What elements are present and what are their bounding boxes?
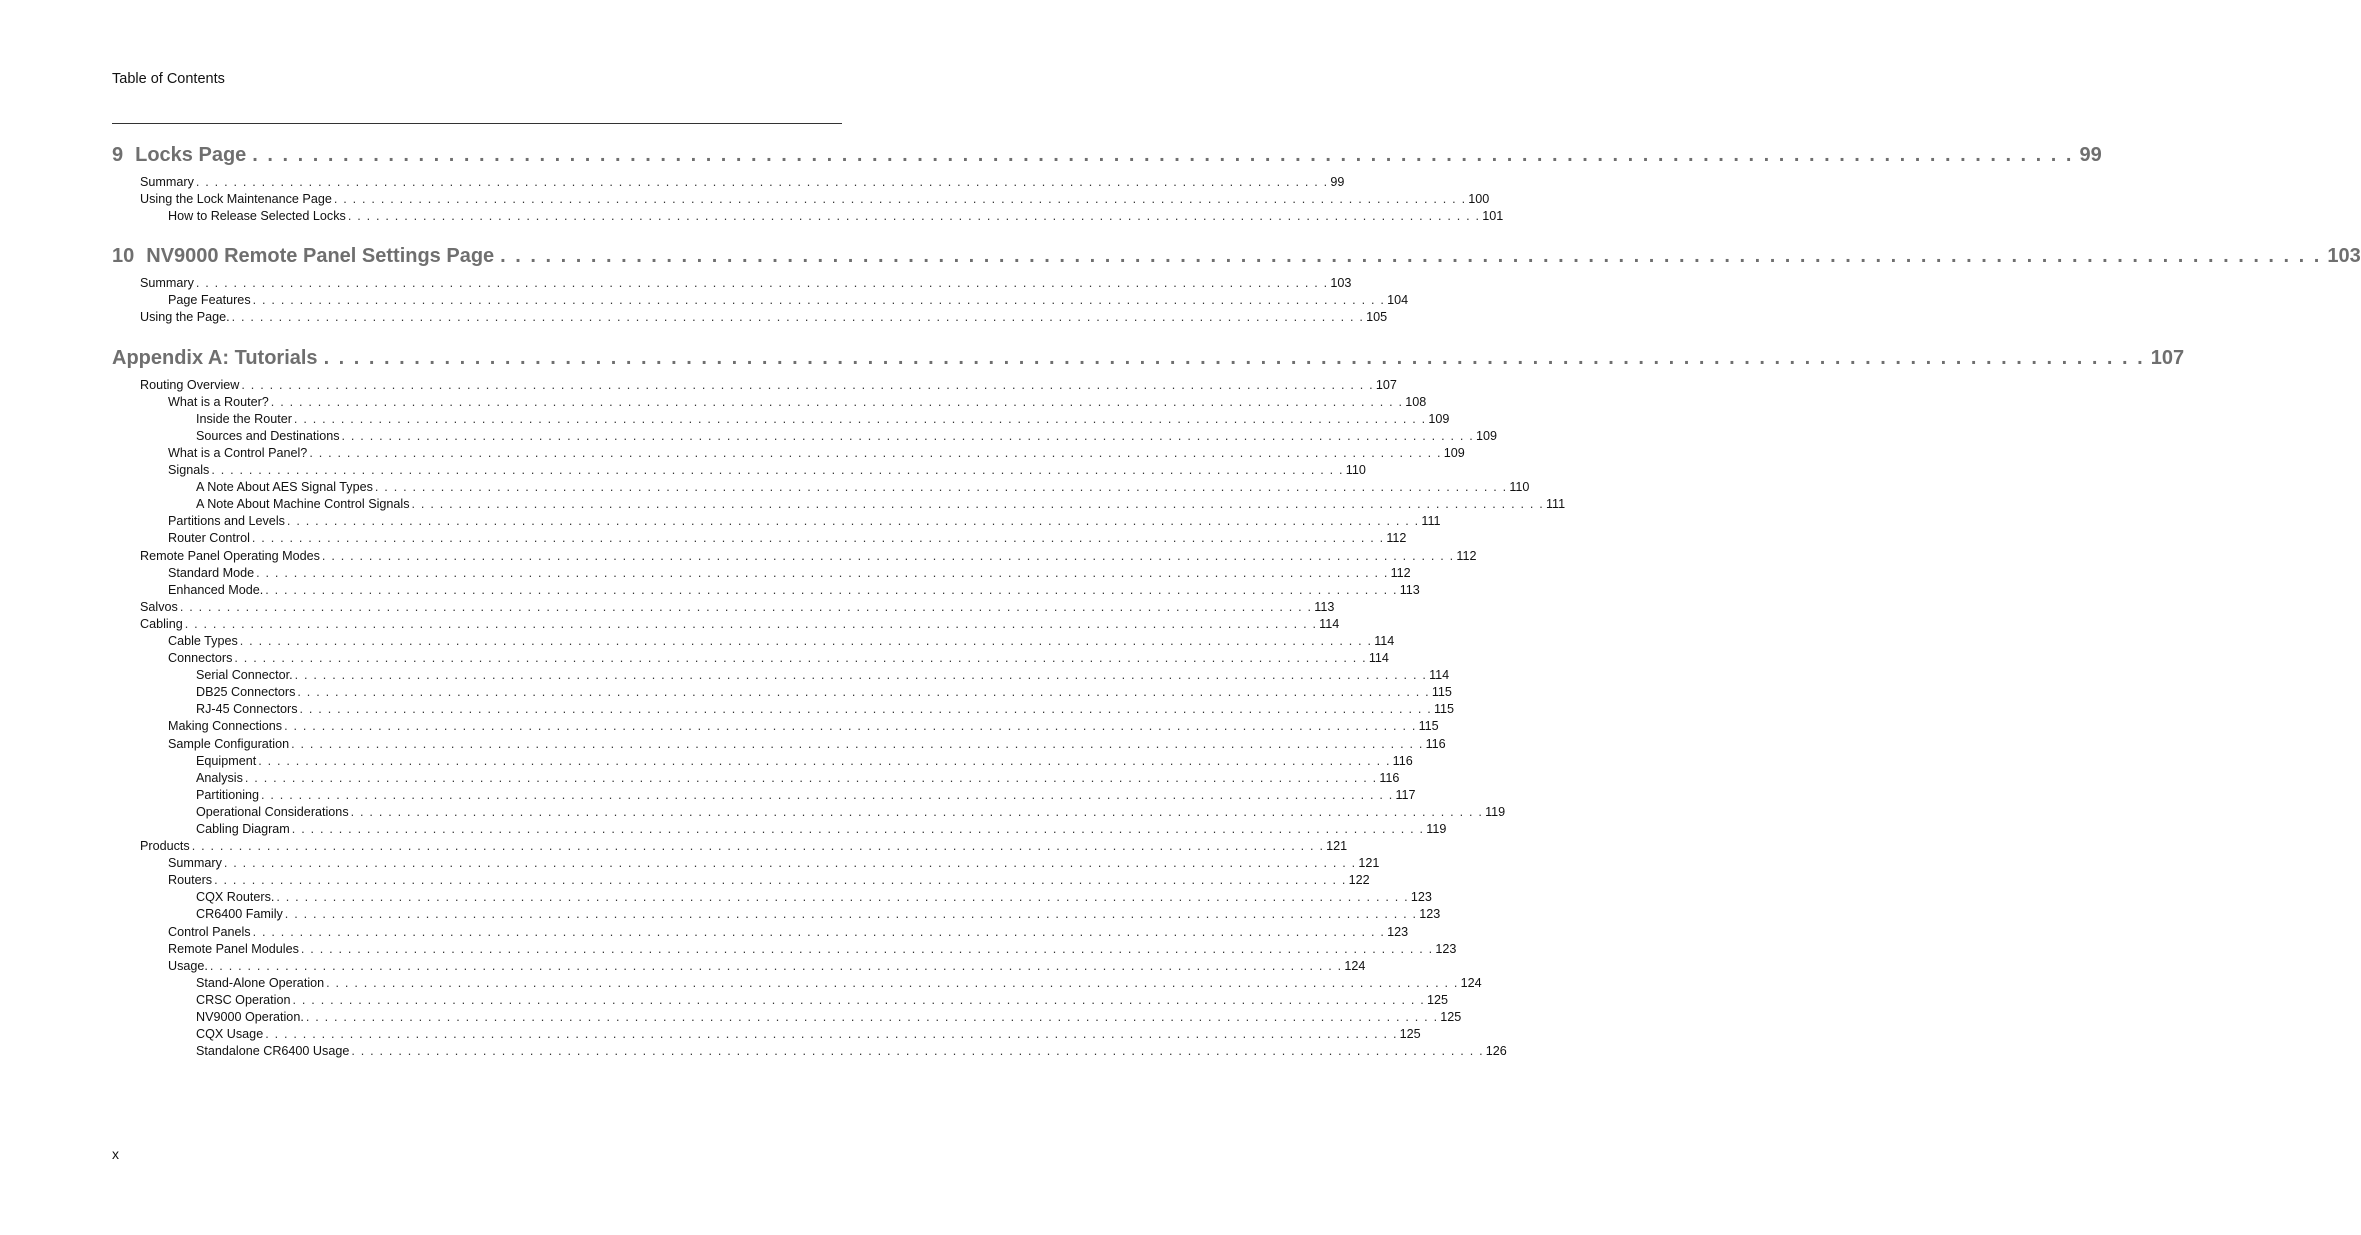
toc-entry-title: Products (140, 839, 190, 854)
toc-entry[interactable] (112, 191, 1490, 208)
dot-leader: . . . . . . . . . . . . . . . . . . . . . . . . . . . . . . . . . . . . . . . . . . . . . . . . . . . . . . . . . . . . . . . . . . . . . . . . . . . . . . . . . . . . . . . . . . . . . . . . . . . . . . . . . . . . . . . . . . . . . . . . . (252, 924, 1386, 939)
dot-leader: . . . . . . . . . . . . . . . . . . . . . . . . . . . . . . . . . . . . . . . . . . . . . . . . . . . . . . . . . . . . . . . . . . . . . . . . . . . . . . . . . . . . . . . . . . . . . . . . . . . . . . . . . . . . . . . . . . . . . . . . . (195, 276, 1329, 291)
toc-entry[interactable] (112, 924, 1409, 941)
toc-entry-page-number: 117 (1395, 787, 1416, 802)
toc-entry-title: Usage. (168, 958, 208, 973)
toc-entry-title: Control Panels (168, 924, 251, 939)
toc-entry-page-number: 110 (1509, 480, 1530, 495)
toc-chapter (112, 343, 2185, 1061)
toc-entry-title: Operational Considerations (196, 804, 349, 819)
toc-entry[interactable] (112, 633, 1395, 650)
toc-entry-title: Summary (140, 276, 194, 291)
toc-entry-title: Remote Panel Modules (168, 941, 299, 956)
dot-leader: . . . . . . . . . . . . . . . . . . . . . . . . . . . . . . . . . . . . . . . . . . . . . . . . . . . . . . . . . . . . . . . . . . . . . . . . . . . . . . . . . . . . . . . . . . . . . . . . . . . . . . . . . . . . . . . . . . . . . . . . . (223, 856, 1357, 871)
toc-entry-title: What is a Router? (168, 394, 269, 409)
toc-entry-title: Salvos (140, 599, 178, 614)
toc-entry-page-number: 125 (1426, 992, 1448, 1007)
dot-leader: . . . . . . . . . . . . . . . . . . . . . . . . . . . . . . . . . . . . . . . . . . . . . . . . . . . . . . . . . . . . . . . . . . . . . . . . . . . . . . . . . . . . . . . . . . . . . . . . . . . . . . . . . . . . . . . . . . . . . . . . . (234, 651, 1367, 666)
dot-leader: . . . . . . . . . . . . . . . . . . . . . . . . . . . . . . . . . . . . . . . . . . . . . . . . . . . . . . . . . . . . . . . . . . . . . . . . . . . . . . . . . . . . . . . . . . . . . . . . . . . . . . . . . . . . . . . . . . . . . . . . . (293, 411, 1427, 426)
header-rule (112, 123, 842, 124)
chapter-page-number: 103 (2327, 245, 2361, 268)
dot-leader: . . . . . . . . . . . . . . . . . . . . . . . . . . . . . . . . . . . . . . . . . . . . . . . . . . . . . . . . . . . . . . . . . . . . . . . . . . . . . . . . . . . . . . . . . . . . . . . . . . . . . . . . . . . . . . . . . . . . . . . . . (256, 565, 1389, 580)
chapter-title: NV9000 Remote Panel Settings Page (146, 245, 495, 268)
toc-entry[interactable] (112, 736, 1446, 753)
toc-entry-page-number: 114 (1319, 616, 1340, 631)
dot-leader: . . . . . . . . . . . . . . . . . . . . . . . . . . . . . . . . . . . . . . . . . . . . . . . . . . . . . . . . . . . . . . . . . . . . . . . . . . . . . . . . . . . . . . . . . . . . . . . . . . . . . . . . . . . . . . . . . . . . . . . . . (258, 753, 1391, 768)
toc-entry[interactable] (112, 548, 1477, 565)
toc-entry[interactable] (112, 1043, 1507, 1060)
toc-entry-page-number: 109 (1428, 411, 1450, 426)
toc-entry-page-number: 116 (1392, 753, 1413, 768)
toc-entry-page-number: 114 (1374, 633, 1395, 648)
toc-entry-page-number: 124 (1344, 958, 1366, 973)
toc-entry-title: CR6400 Family (196, 907, 283, 922)
toc-entry[interactable] (112, 906, 1441, 923)
toc-entry-page-number: 105 (1366, 310, 1388, 325)
toc-entry-title: RJ-45 Connectors (196, 702, 298, 717)
toc-entry-title: Stand-Alone Operation (196, 975, 325, 990)
toc-entry[interactable] (112, 1026, 1421, 1043)
toc-entry[interactable] (112, 411, 1450, 428)
chapter-heading[interactable] (112, 343, 2185, 373)
toc-entry[interactable] (112, 565, 1411, 582)
dot-leader: . . . . . . . . . . . . . . . . . . . . . . . . . . . . . . . . . . . . . . . . . . . . . . . . . . . . . . . . . . . . . . . . . . . . . . . . . . . . . . . . . . . . . . . . . . . . . . . . . . . . . . . . . . . . . . . . . . . . . . . . . (284, 907, 1418, 922)
toc-entry-page-number: 115 (1418, 719, 1439, 734)
toc-entry-page-number: 108 (1405, 394, 1427, 409)
dot-leader: . . . . . . . . . . . . . . . . . . . . . . . . . . . . . . . . . . . . . . . . . . . . . . . . . . . . . . . . . . . . . . . . . . . . . . . . . . . . . . . . . . . . . . . . . . . . . . . . . . . . . . . . . . . . . . . . . . . . . . . . . (284, 719, 1417, 734)
toc-entry[interactable] (112, 377, 1397, 394)
dot-leader: . . . . . . . . . . . . . . . . . . . . . . . . . . . . . . . . . . . . . . . . . . . . . . . . . . . . . . . . . . . . . . . . . . . . . . . . . . . . . . . . . . . . . . . . . . . . . . . . . . . . . . . . . . . . . . . . . . . . . . . . . (239, 633, 1373, 648)
dot-leader: . . . . . . . . . . . . . . . . . . . . . . . . . . . . . . . . . . . . . . . . . . . . . . . . . . . . . . . . . . . . . . . . . . . . . . . . . . . . . . . . . . . . . . . . . . . . . . . . . . . . . . . . . . . . . . . . . . . . . . . . . (211, 463, 1344, 478)
toc-entry[interactable] (112, 667, 1450, 684)
dot-leader: . . . . . . . . . . . . . . . . . . . . . . . . . . . . . . . . . . . . . . . . . . . . . . . . . . . . . . . . . . . . . . . . . . . . . . . . . . . . . . . . . . . . . . . . . . . . . . . . . . . . . . . . . . . . . . . . . . . . . . . . . (179, 599, 1313, 614)
toc-entry-page-number: 111 (1545, 497, 1566, 512)
toc-entry-page-number: 109 (1443, 445, 1465, 460)
toc-entry-page-number: 115 (1433, 702, 1455, 717)
toc-entry-page-number: 116 (1425, 736, 1446, 751)
toc-entry-title: DB25 Connectors (196, 685, 296, 700)
toc-entry-title: Sample Configuration (168, 736, 290, 751)
toc-entry-page-number: 122 (1348, 873, 1370, 888)
dot-leader: . . . . . . . . . . . . . . . . . . . . . . . . . . . . . . . . . . . . . . . . . . . . . . . . . . . . . . . . . . . . . . . . . . . . . . . . . . . . . . . . . . . . . . . . . . . . . . . . . . . . . . . . . . . . . . . . . . . . . . . . . (299, 702, 1432, 717)
dot-leader: . . . . . . . . . . . . . . . . . . . . . . . . . . . . . . . . . . . . . . . . . . . . . . . . . . . . . . . . . . . . . . . . . . . . . . . . . . . . . . . . . . . . . . . . . . . . . . . . . . . . . . . . . . . . . . . . . . . . . . . . . (286, 514, 1420, 529)
toc-entry-title: Cabling Diagram (196, 822, 290, 836)
dot-leader: . . . . . . . . . . . . . . . . . . . . . . . . . . . . . . . . . . . . . . . . . . . . . . . . . . . . . . . . . . . . . . . . . . . . . . . . . . . . . . . . . . . . . . . . . . . . . . . . . . . . . . . . . . . . . . . . . . . . . . . . . (326, 975, 1459, 990)
toc-entry[interactable] (112, 787, 1416, 804)
toc-entry-page-number: 103 (1330, 276, 1352, 291)
toc-entry-page-number: 115 (1431, 685, 1452, 700)
toc-entry-title: How to Release Selected Locks (168, 209, 346, 224)
dot-leader: . . . . . . . . . . . . . . . . . . . . . . . . . . . . . . . . . . . . . . . . . . . . . . . . . . . . . . . . . . . . . . . . . . . . . . . . . . . . . . . . . . . . . . . . . . . . . . . . . . . . . . . . . . . . . . . . . . . . . . . . . (294, 668, 1428, 683)
toc-chapter (112, 140, 2102, 225)
table-of-contents (112, 140, 2361, 1076)
toc-entry-title: Cabling (140, 616, 183, 631)
toc-entry-page-number: 107 (1375, 377, 1397, 392)
toc-chapter (112, 241, 2361, 326)
toc-entry[interactable] (112, 889, 1432, 906)
toc-entry[interactable] (112, 770, 1400, 787)
dot-leader: . . . . . . . . . . . . . . . . . . . . . . . . . . . . . . . . . . . . . . . . . . . . . . . . . . . . . . . . . . . . . . . . . . . . . . . . . . . . . . . . . . . . . . . . . . . . . . . . . . . . . . . . . . . . . . . . . . . . . . . . . (341, 428, 1474, 443)
toc-entry-page-number: 110 (1345, 463, 1366, 478)
dot-leader: . . . . . . . . . . . . . . . . . . . . . . . . . . . . . . . . . . . . . . . . . . . . . . . . . . . . . . . . . . . . . . . . . . . . . . . . . . . . . . . . . . . . . . . . . . . . . . . . . . . . . . . . . . . . . . . . . . . . . . . . . (333, 192, 1467, 207)
toc-entry[interactable] (112, 855, 1380, 872)
toc-entry[interactable] (112, 428, 1497, 445)
toc-entry-title: Router Control (168, 531, 250, 546)
toc-entry-title: Sources and Destinations (196, 428, 340, 443)
toc-entry-title: Summary (168, 856, 222, 871)
toc-entry[interactable] (112, 821, 1447, 838)
dot-leader: . . . . . . . . . . . . . . . . . . . . . . . . . . . . . . . . . . . . . . . . . . . . . . . . . . . . . . . . . . . . . . . . . . . . . . . . . . . . . . . . . . . . . . . . . . . . . . . . . . . . . . . . . . . . . . . . . . . . . . . . . (191, 839, 1325, 854)
dot-leader: . . . . . . . . . . . . . . . . . . . . . . . . . . . . . . . . . . . . . . . . . . . . . . . . . . . . . . . . . . . . . . . . . . . . . . . . . . . . . . . . . . . . . . . . . . . . . . . . . . . . . . . . . . . . . . . . . . . . . . . . . (292, 992, 1425, 1007)
toc-entry-page-number: 123 (1410, 890, 1432, 905)
toc-entry-page-number: 99 (1330, 175, 1345, 189)
toc-entry-page-number: 121 (1326, 839, 1348, 854)
toc-entry-title: Partitions and Levels (168, 514, 285, 529)
dot-leader: . . . . . . . . . . . . . . . . . . . . . . . . . . . . . . . . . . . . . . . . . . . . . . . . . . . . . . . . . . . . . . . . . . . . . . . . . . . . . . . . . . . . . . . . . . . . . . . . . . . . . . . . . . . . . . . . . . . . . . . . . (300, 941, 1434, 956)
toc-entry-page-number: 123 (1435, 941, 1457, 956)
dot-leader: . . . . . . . . . . . . . . . . . . . . . . . . . . . . . . . . . . . . . . . . . . . . . . . . . . . . . . . . . . . . . . . . . . . . . . . . . . . . . . . . . . . . . . . . . . . . . . . . . . . . . . . . . . . . . . . . . . . . . . . . . (411, 497, 1544, 512)
toc-entry-title: Making Connections (168, 719, 283, 734)
dot-leader: . . . . . . . . . . . . . . . . . . . . . . . . . . . . . . . . . . . . . . . . . . . . . . . . . . . . . . . . . . . . . . . . . . . . . . . . . . . . . . . . . . . . . . . . . . . . . . . . . . . . . . . . . . . . . . . . . . . . . . . . . (291, 822, 1425, 836)
toc-entry[interactable] (112, 513, 1441, 530)
toc-entry-page-number: 112 (1390, 565, 1411, 580)
chapter-page-number: 107 (2150, 346, 2185, 369)
toc-entry[interactable] (112, 616, 1340, 633)
dot-leader: . . . . . . . . . . . . . . . . . . . . . . . . . . . . . . . . . . . . . . . . . . . . . . . . . . . . . . . . . . . . . . . . . . . . . . . . . . . . . . . . . . . . . . . . . . . . . . . . . . . . . . . . . . . . . . . . . . . . . . . . . (500, 245, 2322, 268)
toc-entry-title: A Note About AES Signal Types (196, 480, 373, 495)
dot-leader: . . . . . . . . . . . . . . . . . . . . . . . . . . . . . . . . . . . . . . . . . . . . . . . . . . . . . . . . . . . . . . . . . . . . . . . . . . . . . . . . . . . . . . . . . . . . . . . . . . . . . . . . . . . . . . . . . . . . . . . . . (241, 377, 1374, 392)
toc-entry[interactable] (112, 872, 1370, 889)
dot-leader: . . . . . . . . . . . . . . . . . . . . . . . . . . . . . . . . . . . . . . . . . . . . . . . . . . . . . . . . . . . . . . . . . . . . . . . . . . . . . . . . . . . . . . . . . . . . . . . . . . . . . . . . . . . . . . . . . . . . . . . . . (195, 175, 1329, 189)
dot-leader: . . . . . . . . . . . . . . . . . . . . . . . . . . . . . . . . . . . . . . . . . . . . . . . . . . . . . . . . . . . . . . . . . . . . . . . . . . . . . . . . . . . . . . . . . . . . . . . . . . . . . . . . . . . . . . . . . . . . . . . . . (252, 293, 1386, 308)
dot-leader: . . . . . . . . . . . . . . . . . . . . . . . . . . . . . . . . . . . . . . . . . . . . . . . . . . . . . . . . . . . . . . . . . . . . . . . . . . . . . . . . . . . . . . . . . . . . . . . . . . . . . . . . . . . . . . . . . . . . . . . . . (244, 770, 1378, 785)
toc-entry-title: Standalone CR6400 Usage (196, 1044, 350, 1059)
toc-entry-page-number: 121 (1358, 856, 1380, 871)
dot-leader: . . . . . . . . . . . . . . . . . . . . . . . . . . . . . . . . . . . . . . . . . . . . . . . . . . . . . . . . . . . . . . . . . . . . . . . . . . . . . . . . . . . . . . . . . . . . . . . . . . . . . . . . . . . . . . . . . . . . . . . . . (374, 480, 1508, 495)
dot-leader: . . . . . . . . . . . . . . . . . . . . . . . . . . . . . . . . . . . . . . . . . . . . . . . . . . . . . . . . . . . . . . . . . . . . . . . . . . . . . . . . . . . . . . . . . . . . . . . . . . . . . . . . . . . . . . . . . . . . . . . . . (347, 209, 1481, 224)
dot-leader: . . . . . . . . . . . . . . . . . . . . . . . . . . . . . . . . . . . . . . . . . . . . . . . . . . . . . . . . . . . . . . . . . . . . . . . . . . . . . . . . . . . . . . . . . . . . . . . . . . . . . . . . . . . . . . . . . . . . . . . . . (231, 310, 1365, 325)
toc-entry-title: Routers (168, 873, 213, 888)
toc-entry[interactable] (112, 582, 1420, 599)
dot-leader: . . . . . . . . . . . . . . . . . . . . . . . . . . . . . . . . . . . . . . . . . . . . . . . . . . . . . . . . . . . . . . . . . . . . . . . . . . . . . . . . . . . . . . . . . . . . . . . . . . . . . . . . . . . . . . . . . . . . . . . . . (297, 685, 1430, 700)
dot-leader: . . . . . . . . . . . . . . . . . . . . . . . . . . . . . . . . . . . . . . . . . . . . . . . . . . . . . . . . . . . . . . . . . . . . . . . . . . . . . . . . . . . . . . . . . . . . . . . . . . . . . . . . . . . . . . . . . . . . . . . . . (350, 804, 1484, 819)
dot-leader: . . . . . . . . . . . . . . . . . . . . . . . . . . . . . . . . . . . . . . . . . . . . . . . . . . . . . . . . . . . . . . . . . . . . . . . . . . . . . . . . . . . . . . . . . . . . . . . . . . . . . . . . . . . . . . . . . . . . . . . . . (276, 890, 1409, 905)
toc-entry-title: What is a Control Panel? (168, 445, 308, 460)
toc-entry-title: A Note About Machine Control Signals (196, 497, 410, 512)
toc-entry[interactable] (112, 701, 1455, 718)
toc-entry[interactable] (112, 496, 1566, 513)
toc-entry-page-number: 114 (1429, 668, 1450, 683)
dot-leader: . . . . . . . . . . . . . . . . . . . . . . . . . . . . . . . . . . . . . . . . . . . . . . . . . . . . . . . . . . . . . . . . . . . . . . . . . . . . . . . . . . . . . . . . . . . . . . . . . . . . . . . . . . . . . . . . . . . . . . . . . (309, 445, 1442, 460)
dot-leader: . . . . . . . . . . . . . . . . . . . . . . . . . . . . . . . . . . . . . . . . . . . . . . . . . . . . . . . . . . . . . . . . . . . . . . . . . . . . . . . . . . . . . . . . . . . . . . . . . . . . . . . . . . . . . . . . . . . . . . . . . (265, 1027, 1398, 1042)
toc-entry-title: Partitioning (196, 787, 260, 802)
dot-leader: . . . . . . . . . . . . . . . . . . . . . . . . . . . . . . . . . . . . . . . . . . . . . . . . . . . . . . . . . . . . . . . . . . . . . . . . . . . . . . . . . . . . . . . . . . . . . . . . . . . . . . . . . . . . . . . . . . . . . . . . . (261, 787, 1394, 802)
toc-entry-title: Inside the Router (196, 411, 292, 426)
toc-entry-page-number: 114 (1368, 651, 1389, 666)
dot-leader: . . . . . . . . . . . . . . . . . . . . . . . . . . . . . . . . . . . . . . . . . . . . . . . . . . . . . . . . . . . . . . . . . . . . . . . . . . . . . . . . . . . . . . . . . . . . . . . . . . . . . . . . . . . . . . . . . . . . . . . . . (214, 873, 1347, 888)
toc-entry-page-number: 116 (1379, 770, 1400, 785)
toc-entry-page-number: 126 (1485, 1044, 1507, 1059)
toc-entry[interactable] (112, 462, 1366, 479)
toc-entry[interactable] (112, 958, 1366, 975)
toc-entry-page-number: 112 (1456, 548, 1477, 563)
toc-entry[interactable] (112, 174, 1345, 191)
toc-entry-page-number: 125 (1399, 1027, 1421, 1042)
toc-entry-title: Summary (140, 175, 194, 189)
toc-entry-page-number: 104 (1387, 293, 1409, 308)
toc-entry-page-number: 123 (1419, 907, 1441, 922)
toc-entry-page-number: 125 (1440, 1010, 1462, 1025)
toc-entry[interactable] (112, 941, 1457, 958)
toc-entry-title: Equipment (196, 753, 257, 768)
dot-leader: . . . . . . . . . . . . . . . . . . . . . . . . . . . . . . . . . . . . . . . . . . . . . . . . . . . . . . . . . . . . . . . . . . . . . . . . . . . . . . . . . . . . . . . . . . . . . . . . . . . . . . . . . . . . . . . . . . . . . . . . . (291, 736, 1424, 751)
chapter-page-number: 99 (2079, 144, 2102, 166)
toc-entry[interactable] (112, 753, 1413, 770)
toc-entry[interactable] (112, 718, 1439, 735)
toc-entry-title: CRSC Operation (196, 992, 291, 1007)
dot-leader: . . . . . . . . . . . . . . . . . . . . . . . . . . . . . . . . . . . . . . . . . . . . . . . . . . . . . . . . . . . . . . . . . . . . . . . . . . . . . . . . . . . . . . . . . . . . . . . . . . . . . . . . . . . . . . . . . . . . . . . . . (251, 531, 1385, 546)
chapter-number: 10 (112, 245, 135, 268)
toc-entry[interactable] (112, 530, 1407, 547)
toc-entry-title: Connectors (168, 651, 233, 666)
toc-entry-title: CQX Usage (196, 1027, 264, 1042)
toc-entry-title: Signals (168, 463, 210, 478)
toc-entry[interactable] (112, 292, 1409, 309)
toc-entry[interactable] (112, 838, 1348, 855)
toc-entry-title: Serial Connector. (196, 668, 293, 683)
toc-entry[interactable] (112, 992, 1448, 1009)
chapter-title: Locks Page (135, 144, 247, 166)
page-number: x (112, 1146, 119, 1162)
toc-entry-page-number: 119 (1485, 804, 1506, 819)
chapter-heading[interactable] (112, 140, 2102, 170)
toc-entry-title: Page Features (168, 293, 251, 308)
chapter-number: 9 (112, 144, 124, 166)
dot-leader: . . . . . . . . . . . . . . . . . . . . . . . . . . . . . . . . . . . . . . . . . . . . . . . . . . . . . . . . . . . . . . . . . . . . . . . . . . . . . . . . . . . . . . . . . . . . . . . . . . . . . . . . . . . . . . . . . . . . . . . . . (351, 1044, 1484, 1059)
toc-entry-title: CQX Routers. (196, 890, 275, 905)
toc-entry-title: NV9000 Operation. (196, 1010, 304, 1025)
toc-entry[interactable] (112, 479, 1530, 496)
toc-entry-title: Using the Page. (140, 310, 230, 325)
dot-leader: . . . . . . . . . . . . . . . . . . . . . . . . . . . . . . . . . . . . . . . . . . . . . . . . . . . . . . . . . . . . . . . . . . . . . . . . . . . . . . . . . . . . . . . . . . . . . . . . . . . . . . . . . . . . . . . . . . . . . . . . . (209, 958, 1343, 973)
toc-entry-page-number: 123 (1387, 924, 1409, 939)
toc-entry[interactable] (112, 445, 1465, 462)
toc-entry[interactable] (112, 684, 1452, 701)
dot-leader: . . . . . . . . . . . . . . . . . . . . . . . . . . . . . . . . . . . . . . . . . . . . . . . . . . . . . . . . . . . . . . . . . . . . . . . . . . . . . . . . . . . . . . . . . . . . . . . . . . . . . . . . . . . . . . . . . . . . . . . . . (321, 548, 1455, 563)
dot-leader: . . . . . . . . . . . . . . . . . . . . . . . . . . . . . . . . . . . . . . . . . . . . . . . . . . . . . . . . . . . . . . . . . . . . . . . . . . . . . . . . . . . . . . . . . . . . . . . . . . . . . . . . . . . . . . . . . . . . . . . . . (305, 1010, 1439, 1025)
running-header: Table of Contents (112, 71, 225, 87)
toc-entry-page-number: 124 (1460, 975, 1482, 990)
toc-entry-page-number: 112 (1386, 531, 1407, 546)
toc-entry-title: Standard Mode (168, 565, 255, 580)
toc-entry[interactable] (112, 275, 1352, 292)
toc-entry-page-number: 119 (1426, 822, 1447, 836)
dot-leader: . . . . . . . . . . . . . . . . . . . . . . . . . . . . . . . . . . . . . . . . . . . . . . . . . . . . . . . . . . . . . . . . . . . . . . . . . . . . . . . . . . . . . . . . . . . . . . . . . . . . . . . . . . . . . . . . . . . . . . . . . (252, 144, 2074, 166)
toc-entry-title: Using the Lock Maintenance Page (140, 192, 332, 207)
chapter-heading[interactable] (112, 241, 2361, 271)
toc-entry[interactable] (112, 804, 1506, 821)
toc-entry[interactable] (112, 309, 1388, 326)
dot-leader: . . . . . . . . . . . . . . . . . . . . . . . . . . . . . . . . . . . . . . . . . . . . . . . . . . . . . . . . . . . . . . . . . . . . . . . . . . . . . . . . . . . . . . . . . . . . . . . . . . . . . . . . . . . . . . . . . . . . . . . . . (323, 346, 2145, 369)
toc-entry-page-number: 111 (1421, 514, 1441, 529)
toc-entry-page-number: 100 (1468, 192, 1490, 207)
dot-leader: . . . . . . . . . . . . . . . . . . . . . . . . . . . . . . . . . . . . . . . . . . . . . . . . . . . . . . . . . . . . . . . . . . . . . . . . . . . . . . . . . . . . . . . . . . . . . . . . . . . . . . . . . . . . . . . . . . . . . . . . . (270, 394, 1404, 409)
toc-entry[interactable] (112, 975, 1482, 992)
dot-leader: . . . . . . . . . . . . . . . . . . . . . . . . . . . . . . . . . . . . . . . . . . . . . . . . . . . . . . . . . . . . . . . . . . . . . . . . . . . . . . . . . . . . . . . . . . . . . . . . . . . . . . . . . . . . . . . . . . . . . . . . . (184, 616, 1318, 631)
dot-leader: . . . . . . . . . . . . . . . . . . . . . . . . . . . . . . . . . . . . . . . . . . . . . . . . . . . . . . . . . . . . . . . . . . . . . . . . . . . . . . . . . . . . . . . . . . . . . . . . . . . . . . . . . . . . . . . . . . . . . . . . . (265, 582, 1398, 597)
toc-entry[interactable] (112, 599, 1335, 616)
toc-entry-title: Enhanced Mode. (168, 582, 264, 597)
toc-entry-page-number: 113 (1314, 599, 1335, 614)
toc-entry[interactable] (112, 208, 1504, 225)
toc-entry-page-number: 113 (1399, 582, 1420, 597)
toc-entry[interactable] (112, 394, 1427, 411)
toc-entry-title: Analysis (196, 770, 243, 785)
toc-entry-page-number: 101 (1482, 209, 1504, 224)
toc-entry-title: Routing Overview (140, 377, 240, 392)
toc-entry[interactable] (112, 650, 1389, 667)
toc-entry-title: Cable Types (168, 633, 238, 648)
toc-entry-title: Remote Panel Operating Modes (140, 548, 320, 563)
chapter-title: Appendix A: Tutorials (112, 346, 318, 369)
toc-entry-page-number: 109 (1475, 428, 1497, 443)
toc-entry[interactable] (112, 1009, 1462, 1026)
